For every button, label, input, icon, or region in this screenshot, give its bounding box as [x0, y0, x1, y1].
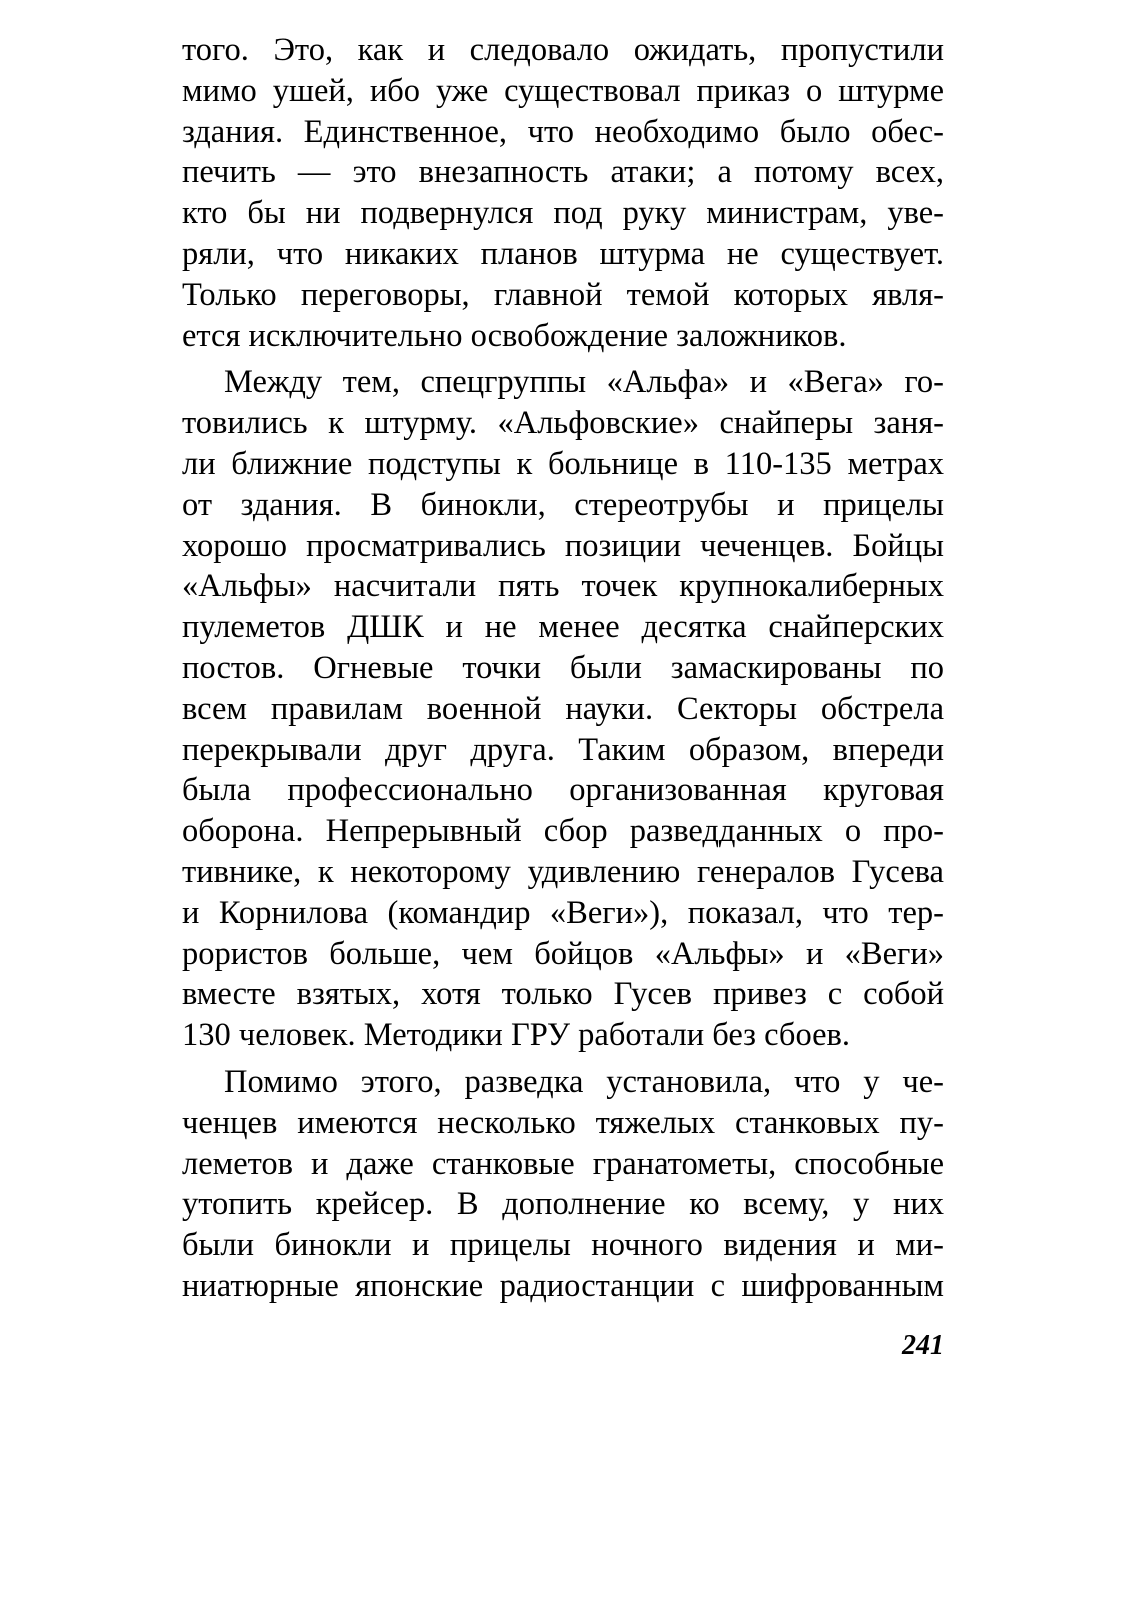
text-line: рористов больше, чем бойцов «Альфы» и «Веги» — [182, 935, 944, 972]
text-line: от здания. В бинокли, стереотрубы и прицелы — [182, 486, 944, 523]
text-line: здания. Единственное, что необходимо было обес- — [182, 113, 944, 150]
text-line: тивнике, к некоторому удивлению генералов Гусева — [182, 853, 944, 890]
text-line: постов. Огневые точки были замаскированы по — [182, 649, 944, 686]
text-line: товились к штурму. «Альфовские» снайперы заня- — [182, 405, 944, 442]
text-line: Помимо этого, разведка установила, что у че- — [224, 1063, 944, 1100]
text-line: перекрывали друг друга. Таким образом, впереди — [182, 731, 944, 768]
text-line: ли ближние подступы к больнице в 110-135 метрах — [182, 445, 944, 482]
text-line: Только переговоры, главной темой которых явля- — [182, 276, 944, 313]
text-line: хорошо просматривались позиции чеченцев. Бойцы — [182, 527, 944, 564]
paragraph-3 — [182, 1062, 944, 1307]
text-line: леметов и даже станковые гранатометы, способные — [182, 1145, 944, 1182]
text-line: печить — это внезапность атаки; а потому всех, — [182, 154, 944, 191]
text-line: кто бы ни подвернулся под руку министрам, уве- — [182, 195, 944, 232]
text-line: были бинокли и прицелы ночного видения и ми- — [182, 1227, 944, 1264]
text-line: утопить крейсер. В дополнение ко всему, у них — [182, 1186, 944, 1223]
paragraph-1 — [182, 30, 944, 356]
text-line: была профессионально организованная круговая — [182, 772, 944, 809]
text-line: «Альфы» насчитали пять точек крупнокалиберных — [182, 568, 944, 605]
text-line: 130 человек. Методики ГРУ работали без сбоев. — [182, 1017, 851, 1054]
text-line: Между тем, спецгруппы «Альфа» и «Вега» го- — [224, 364, 944, 401]
text-line: ниатюрные японские радиостанции с шифрованным — [182, 1267, 944, 1304]
text-line: ряли, что никаких планов штурма не существует. — [182, 235, 944, 272]
text-line: вместе взятых, хотя только Гусев привез с собой — [182, 976, 944, 1013]
paragraph-2 — [182, 362, 944, 1056]
body-text — [182, 30, 944, 1307]
text-line: пулеметов ДШК и не менее десятка снайперских — [182, 609, 944, 646]
text-line: ченцев имеются несколько тяжелых станковых пу- — [182, 1104, 944, 1141]
text-line: и Корнилова (командир «Веги»), показал, что тер- — [182, 894, 944, 931]
text-line: оборона. Непрерывный сбор разведданных о про- — [182, 813, 944, 850]
text-line: мимо ушей, ибо уже существовал приказ о штурме — [182, 72, 944, 109]
page-number: 241 — [902, 1330, 944, 1361]
text-line: ется исключительно освобождение заложников. — [182, 317, 847, 354]
text-line: всем правилам военной науки. Секторы обстрела — [182, 690, 944, 727]
text-line: того. Это, как и следовало ожидать, пропустили — [182, 32, 944, 68]
